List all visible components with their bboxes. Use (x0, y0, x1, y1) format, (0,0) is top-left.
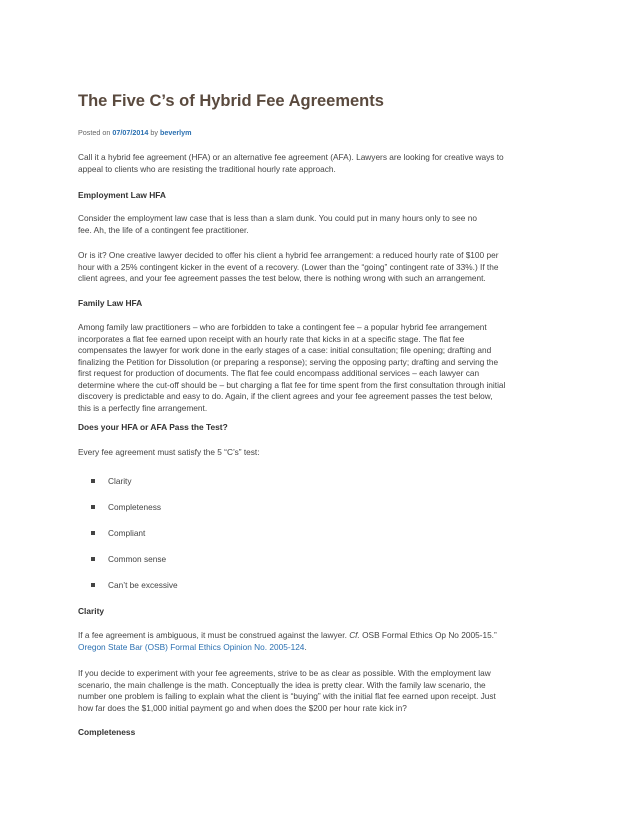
posted-on-label: Posted on (78, 128, 111, 137)
bullet-icon (91, 583, 95, 587)
intro-paragraph: Call it a hybrid fee agreement (HFA) or an alternative fee agreement (AFA). Lawyers are looking for creative ways to appeal to clients who are resisting the traditional hourly rate approach. (78, 152, 504, 174)
post-date-link[interactable]: 07/07/2014 (112, 128, 149, 137)
clarity-paragraph-1: If a fee agreement is ambiguous, it must be construed against the lawyer. Cf. OSB Formal Ethics Op No 2005-15.” Oregon State Bar (OSB) Formal Ethics Opinion No. 2005-124. (78, 630, 497, 652)
osb-opinion-link[interactable]: Oregon State Bar (OSB) Formal Ethics Opinion No. 2005-124 (78, 641, 305, 652)
bullet-icon (91, 505, 95, 509)
employment-paragraph-2: Or is it? One creative lawyer decided to offer his client a hybrid fee arrangement: a reduced hourly rate of $100 per hour with a 25% contingent kicker in the event of a recovery. (Lower than the “going” contingent rate of 33%.) If the client agrees, and your fee agreement passes the test below, there is nothing wrong with such an arrangement. (78, 250, 499, 283)
test-paragraph: Every fee agreement must satisfy the 5 “C’s” test: (78, 447, 260, 457)
clarity-heading: Clarity (78, 606, 105, 616)
bullet-icon (91, 479, 95, 483)
completeness-heading: Completeness (78, 727, 136, 737)
bullet-icon (91, 557, 95, 561)
bullet-icon (91, 531, 95, 535)
by-label: by (150, 128, 158, 137)
clarity-paragraph-2: If you decide to experiment with your fee agreements, strive to be as clear as possible. With the employment law scenario, the main challenge is the math. Conceptually the idea is pretty clear. With the family law scenario, the number one problem is failing to explain what the client is “buying” with the initial flat fee earned upon receipt. Just how far does the $1,000 initial payment go and when does the $200 per hour rate kick in? (78, 668, 496, 713)
employment-heading: Employment Law HFA (78, 190, 166, 200)
post-meta (78, 128, 192, 137)
employment-paragraph-1: Consider the employment law case that is less than a slam dunk. You could put in many hours only to see no fee. Ah, the life of a contingent fee practitioner. (78, 213, 477, 235)
family-heading: Family Law HFA (78, 298, 143, 308)
page-title: The Five C’s of Hybrid Fee Agreements (78, 92, 384, 110)
family-paragraph: Among family law practitioners – who are forbidden to take a contingent fee – a popular hybrid fee arrangement incorporates a flat fee earned upon receipt with an hourly rate that kicks in at a specific stage. The flat fee compensates the lawyer for work done in the early stages of a case: initial consultation; file opening; drafting and finalizing the Petition for Dissolution (or preparing a response); serving the opposing party; drafting and serving the first request for production of documents. The flat fee could encompass additional services – each lawyer can determine where the cut-off should be – but charging a flat fee for time spent from the first consultation through initial discovery is predictable and easy to do. Again, if the client agrees and your fee agreement passes the test below, this is a perfectly fine arrangement. (78, 322, 506, 413)
author-link[interactable]: beverlym (159, 128, 192, 137)
test-heading: Does your HFA or AFA Pass the Test? (78, 422, 228, 432)
